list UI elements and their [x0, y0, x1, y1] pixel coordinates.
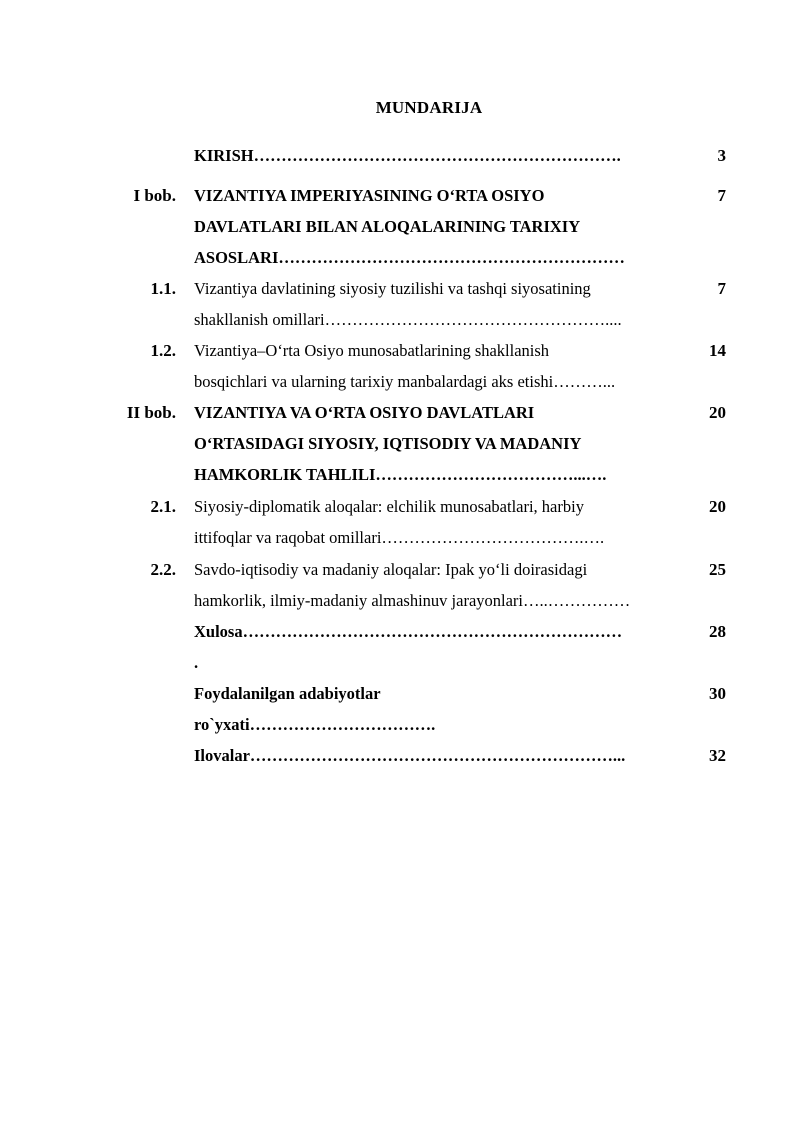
toc-entry-number: 2.2. — [150, 560, 176, 579]
toc-entry-title-line: VIZANTIYA VA O‘RTA OSIYO DAVLATLARI — [194, 403, 535, 422]
toc-entry-number: 1.2. — [150, 341, 176, 360]
toc-entry-title-line: KIRISH…………………………………………………………. — [194, 146, 621, 165]
toc-entry-chapter-1 — [0, 180, 800, 273]
toc-entry-page: 7 — [717, 279, 726, 298]
toc-entry-number: 1.1. — [150, 279, 176, 298]
toc-entry-title-line: ro`yxati……………………………. — [194, 715, 436, 734]
toc-entry-kirish — [0, 140, 800, 180]
toc-entry-page: 7 — [717, 186, 726, 205]
toc-entry-section-1-1 — [0, 273, 800, 335]
toc-entry-number: 2.1. — [150, 497, 176, 516]
toc-entry-page: 25 — [709, 560, 726, 579]
toc-entry-section-2-2 — [0, 554, 800, 616]
toc-entry-section-1-2 — [0, 335, 800, 397]
toc-entry-page: 20 — [709, 403, 726, 422]
toc-entry-title-line: DAVLATLARI BILAN ALOQALARINING TARIXIY — [194, 217, 581, 236]
toc-entry-title-line: Xulosa…………………………………………………………… — [194, 622, 623, 641]
toc-entry-title — [194, 335, 688, 397]
toc-entry-title-line: Vizantiya davlatining siyosiy tuzilishi va tashqi siyosatining — [194, 279, 591, 298]
toc-entry-title-line: Vizantiya–O‘rta Osiyo munosabatlarining shakllanish — [194, 341, 550, 360]
toc-entry-title-line: bosqichlari va ularning tarixiy manbalardagi aks etishi………... — [194, 372, 616, 391]
toc-entry-page: 32 — [709, 746, 726, 765]
toc-entry-title-line: hamkorlik, ilmiy-madaniy almashinuv jarayonlari…..…………… — [194, 591, 631, 610]
toc-entry-title — [194, 180, 688, 273]
toc-entry-title — [194, 140, 688, 171]
toc-entry-title-line: Savdo-iqtisodiy va madaniy aloqalar: Ipak yo‘li doirasidagi — [194, 560, 588, 579]
toc-entry-title-line: . — [194, 653, 199, 672]
toc-entry-title — [194, 740, 688, 771]
toc-entry-number: I bob. — [133, 186, 176, 205]
toc-entry-title — [194, 554, 688, 616]
toc-entry-chapter-2 — [0, 397, 800, 491]
toc-entry-section-2-1 — [0, 491, 800, 554]
toc-entry-title-line: HAMKORLIK TAHLILI………………………………...…. — [194, 465, 607, 484]
toc-entry-title-line: Ilovalar…………………………………………………………... — [194, 746, 626, 765]
toc-entry-title-line: VIZANTIYA IMPERIYASINING O‘RTA OSIYO — [194, 186, 545, 205]
toc-entry-title-line: O‘RTASIDAGI SIYOSIY, IQTISODIY VA MADANIY — [194, 434, 582, 453]
toc-entry-appendices — [0, 740, 800, 771]
toc-entry-title-line: shakllanish omillari…………………………………………….... — [194, 310, 622, 329]
toc-entry-title-line: ittifoqlar va raqobat omillari……………………………….…. — [194, 528, 605, 547]
toc-entry-conclusion — [0, 616, 800, 678]
page-title: MUNDARIJA — [375, 98, 483, 117]
toc-entry-title — [194, 491, 688, 553]
toc-entry-title — [194, 678, 688, 740]
toc-entry-page: 20 — [709, 497, 726, 516]
toc-entry-number: II bob. — [126, 403, 176, 422]
toc-entry-page: 30 — [709, 684, 726, 703]
toc-entry-page: 3 — [717, 146, 726, 165]
toc-entry-title-line: Foydalanilgan adabiyotlar — [194, 684, 381, 703]
toc-entry-bibliography — [0, 678, 800, 740]
toc-entry-page: 28 — [709, 622, 726, 641]
toc-entry-title — [194, 616, 688, 678]
toc-entry-page: 14 — [709, 341, 726, 360]
toc-entry-title-line: ASOSLARI……………………………………………………… — [194, 248, 625, 267]
toc-entry-title-line: Siyosiy-diplomatik aloqalar: elchilik munosabatlari, harbiy — [194, 497, 584, 516]
toc-entry-title — [194, 273, 688, 335]
toc-entry-title — [194, 397, 688, 490]
